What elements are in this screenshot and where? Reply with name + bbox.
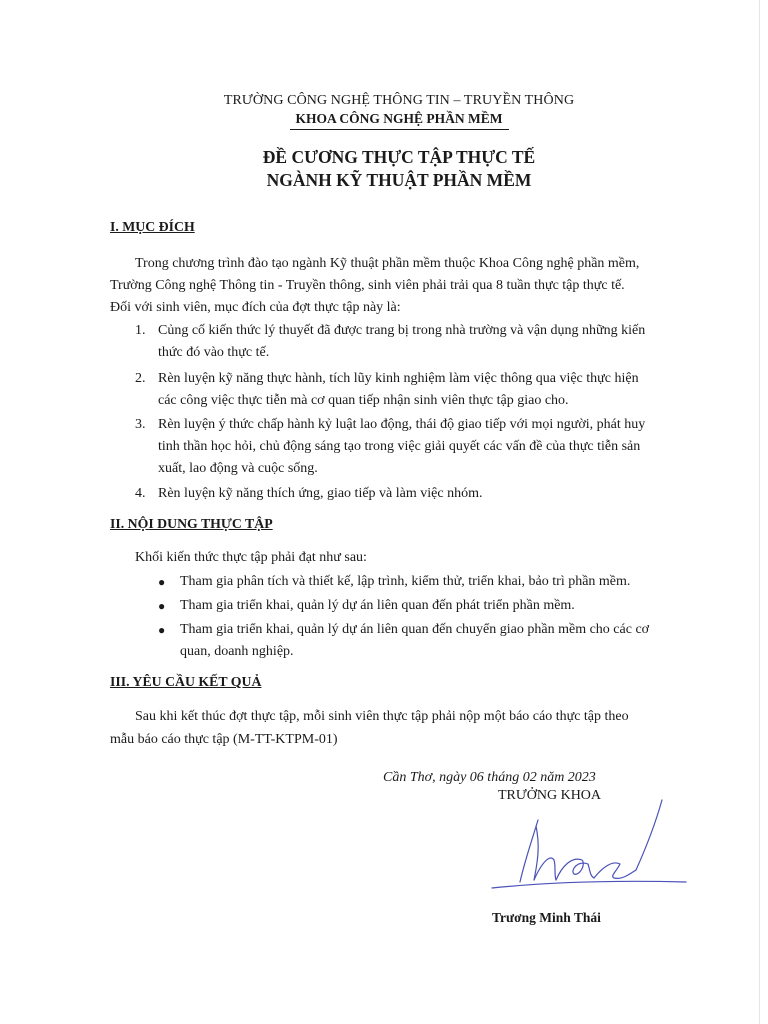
purpose-item-3 — [135, 414, 700, 480]
section-1-intro-line-1: Trong chương trình đào tạo ngành Kỹ thuật phần mềm thuộc Khoa Công nghệ phần mềm, — [135, 256, 640, 271]
document-title — [0, 146, 768, 192]
section-1-intro-line-3: Đối với sinh viên, mục đích của đợt thực tập này là: — [110, 300, 401, 315]
handwritten-signature — [490, 790, 690, 900]
list-item-line: thức đó vào thực tế. — [158, 345, 270, 360]
content-bullet-3 — [158, 619, 698, 663]
signing-date: Cần Thơ, ngày 06 tháng 02 năm 2023 — [383, 770, 596, 785]
list-item-line: tinh thần học hỏi, chủ động sáng tạo trong việc giải quyết các vấn đề của thực tiễn sản — [158, 439, 641, 454]
bullet-line: Tham gia triển khai, quản lý dự án liên quan đến chuyển giao phần mềm cho các cơ — [180, 622, 650, 637]
title-line-1: ĐỀ CƯƠNG THỰC TẬP THỰC TẾ — [262, 147, 536, 167]
purpose-item-1 — [135, 320, 700, 364]
section-3-line-2: mẫu báo cáo thực tập (M-TT-KTPM-01) — [110, 732, 338, 747]
section-2-intro: Khối kiến thức thực tập phải đạt như sau: — [135, 550, 367, 565]
list-item-line: Rèn luyện ý thức chấp hành kỷ luật lao động, thái độ giao tiếp với mọi người, phát huy — [158, 417, 646, 432]
document-header — [0, 93, 768, 130]
purpose-item-2 — [135, 368, 700, 412]
section-2-heading: II. NỘI DUNG THỰC TẬP — [110, 516, 273, 531]
signer-role: TRƯỞNG KHOA — [498, 788, 602, 803]
faculty-name: KHOA CÔNG NGHỆ PHẦN MỀM — [290, 111, 509, 130]
bullet-line: Tham gia triển khai, quản lý dự án liên quan đến phát triển phần mềm. — [180, 598, 575, 613]
bullet-dot-icon: ● — [158, 623, 166, 637]
bullet-dot-icon: ● — [158, 599, 166, 613]
list-number: 1. — [135, 323, 146, 338]
section-1-intro-line-2: Trường Công nghệ Thông tin - Truyền thông, sinh viên phải trải qua 8 tuần thực tập thực tế. — [110, 278, 625, 293]
school-name: TRƯỜNG CÔNG NGHỆ THÔNG TIN – TRUYỀN THÔNG — [223, 93, 575, 108]
content-bullet-2 — [158, 595, 698, 617]
section-1-heading: I. MỤC ĐÍCH — [110, 219, 195, 234]
list-number: 3. — [135, 417, 146, 432]
bullet-line: quan, doanh nghiệp. — [180, 644, 294, 659]
content-bullet-1 — [158, 571, 698, 593]
bullet-dot-icon: ● — [158, 575, 166, 589]
list-item-line: Rèn luyện kỹ năng thực hành, tích lũy kinh nghiệm làm việc thông qua việc thực hiện — [158, 371, 639, 386]
list-number: 2. — [135, 371, 146, 386]
signer-name: Trương Minh Thái — [492, 910, 601, 925]
list-item-line: Rèn luyện kỹ năng thích ứng, giao tiếp và làm việc nhóm. — [158, 486, 483, 501]
list-item-line: Củng cố kiến thức lý thuyết đã được trang bị trong nhà trường và vận dụng những kiến — [158, 323, 646, 338]
list-item-line: các công việc thực tiễn mà cơ quan tiếp nhận sinh viên thực tập giao cho. — [158, 393, 569, 408]
purpose-item-4 — [135, 483, 700, 505]
list-number: 4. — [135, 486, 146, 501]
section-3-line-1: Sau khi kết thúc đợt thực tập, mỗi sinh viên thực tập phải nộp một báo cáo thực tập theo — [135, 709, 629, 724]
list-item-line: xuất, lao động và cuộc sống. — [158, 461, 318, 476]
title-line-2: NGÀNH KỸ THUẬT PHẦN MỀM — [266, 170, 532, 190]
section-3-heading: III. YÊU CẦU KẾT QUẢ — [110, 674, 262, 689]
bullet-line: Tham gia phân tích và thiết kế, lập trình, kiểm thử, triển khai, bảo trì phần mềm. — [180, 574, 631, 589]
